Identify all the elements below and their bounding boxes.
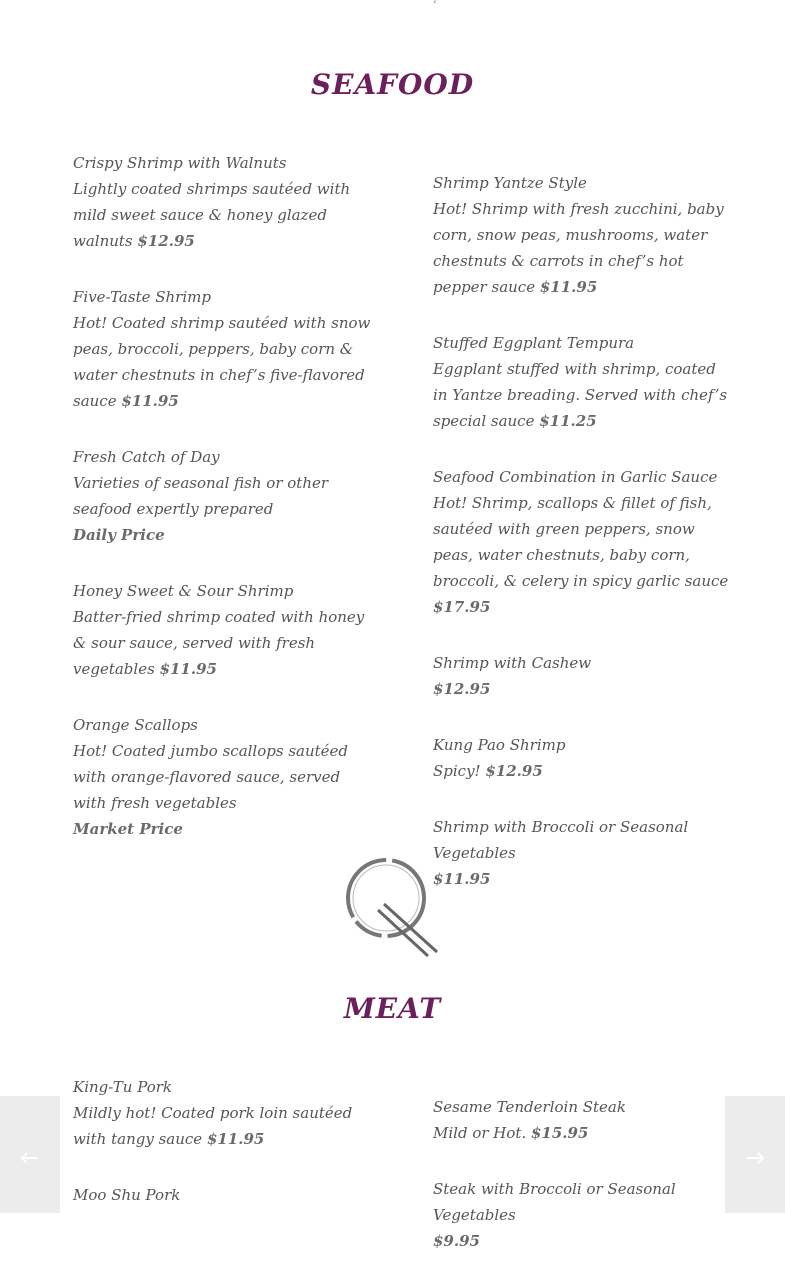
menu-item [433,650,733,702]
menu-item-price: $11.95 [206,1130,265,1148]
menu-item-price: $11.95 [121,392,179,410]
menu-item-name: Steak with Broccoli or Seasonal Vegetables [433,1180,676,1224]
menu-item-description: Mildly hot! Coated pork loin sautéed with tangy sauce [73,1104,353,1148]
menu-item [433,732,733,784]
menu-item-price: Daily Price [73,526,165,544]
menu-item [73,444,373,548]
chevron-right-icon [745,1152,765,1164]
menu-item-description: Hot! Shrimp, scallops & fillet of fish, sautéed with green peppers, snow peas, water chestnuts, baby corn, broccoli, & celery in spicy garlic sauce [433,494,729,590]
menu-item [73,578,373,682]
meat-left-column [73,1074,373,1238]
menu-item-name: Kung Pao Shrimp [433,736,566,754]
menu-item [433,170,733,300]
next-post-tab[interactable] [725,1096,785,1213]
menu-item-name: Seafood Combination in Garlic Sauce [433,468,718,486]
menu-item-description: Lightly coated shrimps sautéed with mild sweet sauce & honey glazed walnuts [73,180,351,250]
menu-item-description: Hot! Coated shrimp sautéed with snow peas, broccoli, peppers, baby corn & water chestnuts in chef’s five-flavored sauce [73,314,371,410]
menu-item [73,150,373,254]
menu-item-name: Sesame Tenderloin Steak [433,1098,626,1116]
menu-item-price: $9.95 [433,1232,480,1250]
chevron-left-icon [20,1152,40,1164]
menu-item-name: Five-Taste Shrimp [73,288,211,306]
menu-item-name: Shrimp with Broccoli or Seasonal Vegetables [433,818,689,862]
menu-item [73,284,373,414]
menu-item-name: Stuffed Eggplant Tempura [433,334,635,352]
menu-item [433,814,733,892]
menu-item-description: Eggplant stuffed with shrimp, coated in Yantze breading. Served with chef’s special sauce [433,360,728,430]
menu-item-name: Orange Scallops [73,716,198,734]
meat-section-title: MEAT [343,992,442,1025]
menu-item-description: Hot! Shrimp with fresh zucchini, baby corn, snow peas, mushrooms, water chestnuts & carrots in chef’s hot pepper sauce [433,200,724,296]
menu-item-description: Spicy! [433,762,481,780]
menu-item-price: $11.95 [159,660,217,678]
seafood-right-column [433,170,733,922]
menu-item-price: $15.95 [530,1124,589,1142]
menu-item [73,1074,373,1152]
menu-item [433,464,733,620]
menu-item [73,712,373,842]
menu-item-name: Honey Sweet & Sour Shrimp [73,582,294,600]
menu-item-name: Moo Shu Pork [73,1186,181,1204]
chopsticks-bowl-logo-icon [340,852,444,960]
menu-item-description: Batter-fried shrimp coated with honey & sour sauce, served with fresh vegetables [73,608,365,678]
menu-item-name: Shrimp with Cashew [433,654,592,672]
prev-post-tab[interactable] [0,1096,60,1213]
menu-item [433,1094,733,1146]
menu-item [433,330,733,434]
menu-item-price: $12.95 [485,762,543,780]
menu-item-price: $17.95 [433,598,491,616]
menu-item-description: Mild or Hot. [433,1124,527,1142]
menu-item-description: Varieties of seasonal fish or other seafood expertly prepared [73,474,329,518]
menu-item [433,1176,733,1254]
menu-item-description: Hot! Coated jumbo scallops sautéed with orange-flavored sauce, served with fresh vegetables [73,742,349,812]
menu-item-name: Fresh Catch of Day [73,448,220,466]
menu-item-price: $11.95 [539,278,598,296]
menu-item-price: Market Price [73,820,183,838]
top-decoration-mark [433,0,441,2]
seafood-left-column [73,150,373,872]
menu-item-name: King-Tu Pork [73,1078,173,1096]
seafood-section-title: SEAFOOD [310,68,475,101]
menu-item-price: $11.25 [539,412,597,430]
menu-item-price: $12.95 [137,232,195,250]
menu-item-name: Crispy Shrimp with Walnuts [73,154,287,172]
menu-item-price: $11.95 [433,870,491,888]
menu-item [73,1182,373,1208]
menu-item-name: Shrimp Yantze Style [433,174,587,192]
menu-item-price: $12.95 [433,680,491,698]
meat-right-column [433,1094,733,1284]
